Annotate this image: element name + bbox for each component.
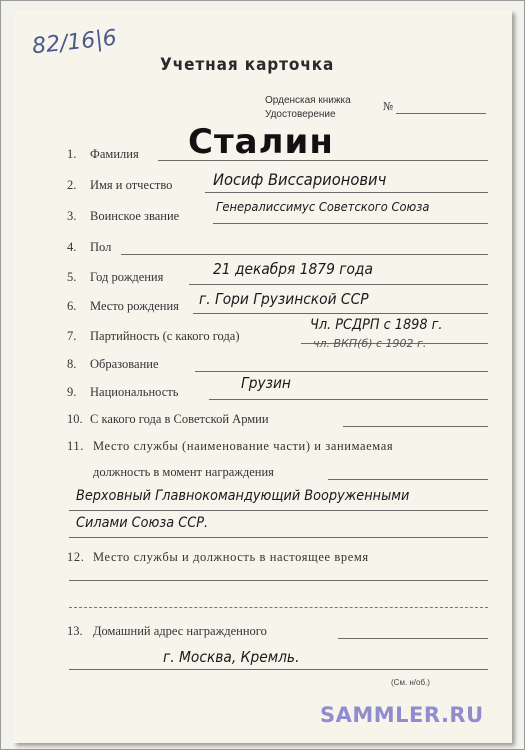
- field-13-line-1: [338, 638, 488, 639]
- field-3-label: Воинское звание: [90, 209, 180, 223]
- field-5-num: 5.: [67, 270, 77, 284]
- service-value-1: Верховный Главнокомандующий Вооруженными: [76, 488, 410, 504]
- number-sign: №: [383, 100, 394, 113]
- field-10-label: С какого года в Советской Армии: [90, 412, 269, 426]
- watermark: SAMMLER.RU: [320, 703, 484, 727]
- field-11-line-2: [69, 510, 488, 511]
- card-title: Учетная карточка: [160, 55, 335, 75]
- field-6-num: 6.: [67, 299, 77, 313]
- field-7-label: Партийность (с какого года): [90, 329, 240, 343]
- field-1-num: 1.: [67, 147, 77, 161]
- field-4-line: [121, 254, 488, 255]
- field-12-line-2: [69, 607, 488, 608]
- nationality-value: Грузин: [241, 374, 291, 392]
- field-6-label: Место рождения: [90, 299, 179, 313]
- field-8-line: [195, 371, 488, 372]
- field-8-label: Образование: [90, 357, 159, 371]
- archive-number: 82/16|6: [30, 25, 118, 60]
- field-11-label: Место службы (наименование части) и занимаемая: [93, 439, 394, 453]
- field-5-line: [189, 284, 488, 285]
- surname-value: Сталин: [188, 122, 334, 162]
- field-7-num: 7.: [67, 329, 77, 343]
- field-2-line: [205, 192, 488, 193]
- name-value: Иосиф Виссарионович: [213, 170, 387, 189]
- field-12-label: Место службы и должность в настоящее время: [93, 550, 369, 564]
- field-4-label: Пол: [90, 240, 112, 254]
- field-9-label: Национальность: [90, 385, 179, 399]
- field-12-num: 12.: [67, 550, 85, 564]
- field-10-line: [343, 426, 488, 427]
- footnote: (См. н/об.): [391, 678, 430, 687]
- field-3-num: 3.: [67, 209, 77, 223]
- birthplace-value: г. Гори Грузинской ССР: [199, 290, 369, 308]
- field-13-num: 13.: [67, 624, 83, 638]
- order-book-label: Орденская книжка: [265, 95, 351, 106]
- field-11-line-3: [69, 537, 488, 538]
- field-11-num: 11.: [67, 439, 84, 453]
- field-9-num: 9.: [67, 385, 77, 399]
- field-11-line-1: [328, 479, 488, 480]
- address-value: г. Москва, Кремль.: [163, 648, 300, 666]
- field-4-num: 4.: [67, 240, 77, 254]
- certificate-label: Удостоверение: [265, 109, 336, 120]
- field-13-line-2: [69, 669, 488, 670]
- field-9-line: [209, 399, 488, 400]
- field-8-num: 8.: [67, 357, 77, 371]
- field-3-line: [213, 223, 488, 224]
- field-2-num: 2.: [67, 178, 77, 192]
- field-5-label: Год рождения: [90, 270, 164, 284]
- field-13-label: Домашний адрес награжденного: [93, 624, 267, 638]
- field-1-label: Фамилия: [90, 147, 139, 161]
- field-10-num: 10.: [67, 412, 83, 426]
- service-value-2: Силами Союза ССР.: [76, 515, 209, 531]
- field-2-label: Имя и отчество: [90, 178, 173, 192]
- field-12-line-1: [69, 580, 488, 581]
- number-line: [396, 113, 486, 114]
- party-note: чл. ВКП(б) с 1902 г.: [313, 337, 427, 350]
- registration-card: [13, 10, 512, 743]
- party-value: Чл. РСДРП с 1898 г.: [310, 317, 443, 333]
- birth-value: 21 декабря 1879 года: [213, 260, 373, 278]
- rank-value: Генералиссимус Советского Союза: [216, 199, 430, 214]
- field-11-label2: должность в момент награждения: [93, 465, 274, 479]
- field-6-line: [193, 313, 488, 314]
